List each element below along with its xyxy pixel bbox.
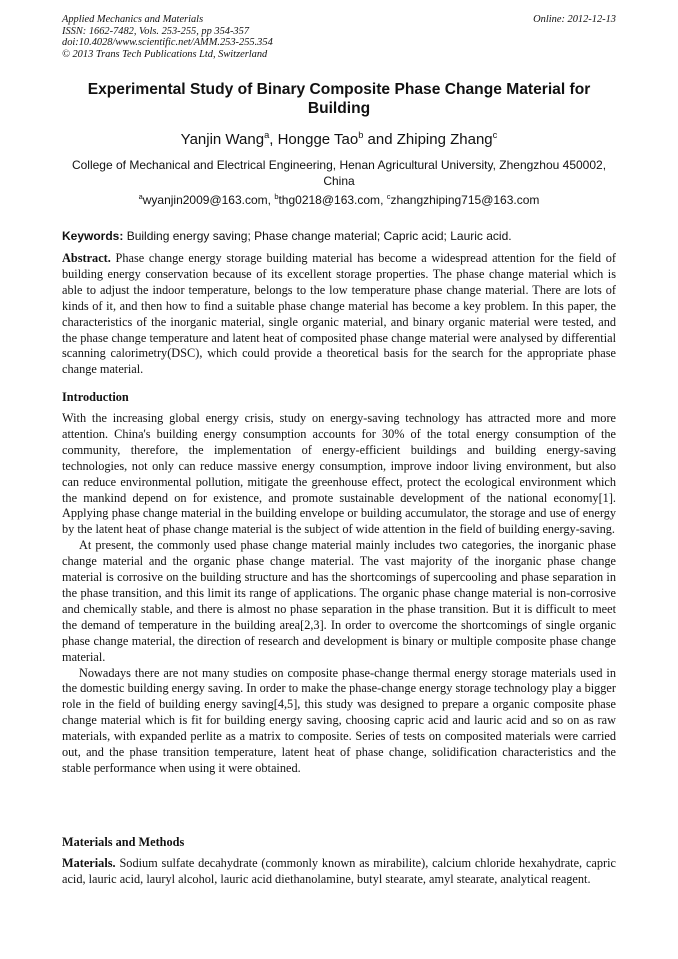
affiliation: College of Mechanical and Electrical Engineering, Henan Agricultural University, Zhengzhou 450002, China: [71, 158, 607, 188]
author-separator: ,: [269, 131, 278, 148]
email-mark: c: [386, 192, 391, 201]
email-mark: a: [138, 192, 143, 201]
introduction-body: [62, 411, 616, 777]
author-mark: b: [358, 130, 364, 140]
abstract-label: Abstract.: [62, 251, 111, 265]
journal-header: [62, 14, 273, 60]
issn-line: ISSN: 1662-7482, Vols. 253-255, pp 354-357: [62, 25, 250, 37]
keywords-text: Building energy saving; Phase change material; Capric acid; Lauric acid.: [126, 229, 512, 243]
materials-label: Materials.: [62, 856, 116, 870]
methods-heading: Materials and Methods: [62, 835, 185, 849]
paper-title: Experimental Study of Binary Composite Phase Change Material for Building: [87, 81, 591, 117]
author-separator: and: [363, 131, 397, 148]
author-mark: a: [264, 130, 270, 140]
author-mark: c: [492, 130, 498, 140]
email-mark: b: [274, 192, 279, 201]
email-separator: ,: [380, 193, 387, 207]
paragraph: Nowadays there are not many studies on composite phase-change thermal energy storage materials used in the domestic building energy saving. In order to make the phase-change energy storage technology play a bigger role in the field of building energy saving[4,5], this study was designed to prepare a organic composite phase change material which is fit for building energy saving, choosing capric acid and lauric acid and so on as raw materials, with expanded perlite as a matrix to composite. Series of tests on composited materials were carried out, and the phase transition temperature, latent heat of phase change, solidification characteristics and the stable performance when using it were obtained.: [62, 665, 616, 775]
online-date: Online: 2012-12-13: [533, 14, 616, 25]
email-list: [62, 192, 616, 208]
email-address: zhangzhiping715@163.com: [390, 193, 540, 207]
introduction-heading: Introduction: [62, 390, 129, 404]
doi-line: doi:10.4028/www.scientific.net/AMM.253-255.354: [62, 37, 273, 49]
abstract-text: Phase change energy storage building material has become a widespread attention for the field of building energy conservation because of its excellent storage properties. The phase change material which is able to adjust the indoor temperature, belongs to the low temperature phase change material. There are lots of kinds of it, and then how to find a suitable phase change material has become a key problem. In this paper, the characteristics of the inorganic material, single organic material, and binary organic material were tested, and the phase change temperature and latent heat of composited phase change material were analysed by differential scanning calorimetry(DSC), which could provide a theoretical basis for the search for the appropriate phase change material.: [62, 251, 616, 377]
author-name: Yanjin Wang: [180, 131, 265, 148]
materials-text: Sodium sulfate decahydrate (commonly known as mirabilite), calcium chloride hexahydrate, capric acid, lauric acid, lauryl alcohol, lauric acid diethanolamine, butyl stearate, amyl stearate, analytical reagent.: [62, 856, 616, 886]
keywords-label: Keywords:: [62, 229, 124, 243]
abstract: [62, 251, 616, 378]
materials-paragraph: [62, 856, 616, 888]
email-address: wyanjin2009@163.com: [142, 193, 268, 207]
paragraph: At present, the commonly used phase change material mainly includes two categories, the inorganic phase change material and the organic phase change material. The vast majority of the inorganic phase change material is corrosive on the building structure and has the shortcomings of supercooling and phase separation in the phase transition, and this limit its range of applications. The organic phase change material is non-corrosive and chemically stable, and there is almost no phase separation in the phase transition. But it is difficult to meet the demand of temperature in the building area[2,3]. In order to overcome the shortcomings of single organic phase change material, the direction of research and development is binary or multiple composite phase change material.: [62, 538, 616, 664]
author-name: Hongge Tao: [277, 131, 359, 148]
author-name: Zhiping Zhang: [396, 131, 493, 148]
copyright-line: © 2013 Trans Tech Publications Ltd, Switzerland: [62, 48, 268, 60]
keywords: [62, 228, 616, 244]
paragraph: With the increasing global energy crisis, study on energy-saving technology has attracted more and more attention. China's building energy consumption accounts for 30% of the total energy consumption of the community, therefore, the implementation of energy-efficient buildings and building energy-saving technologies, not only can reduce massive energy consumption, improve indoor living environment, but also can reduce environmental pollution, mitigate the greenhouse effect, protect the ecological environment which the mankind depend on for existence, and promote sustainable development of the national economy[1]. Applying phase change material in the building envelope or building accumulator, the storage and use of energy by the latent heat of phase change material is the subject of wide attention in the field of building energy-saving.: [62, 411, 616, 537]
email-separator: ,: [267, 193, 275, 207]
email-address: thg0218@163.com: [278, 193, 381, 207]
journal-name: Applied Mechanics and Materials: [62, 14, 204, 25]
author-list: [62, 131, 616, 149]
